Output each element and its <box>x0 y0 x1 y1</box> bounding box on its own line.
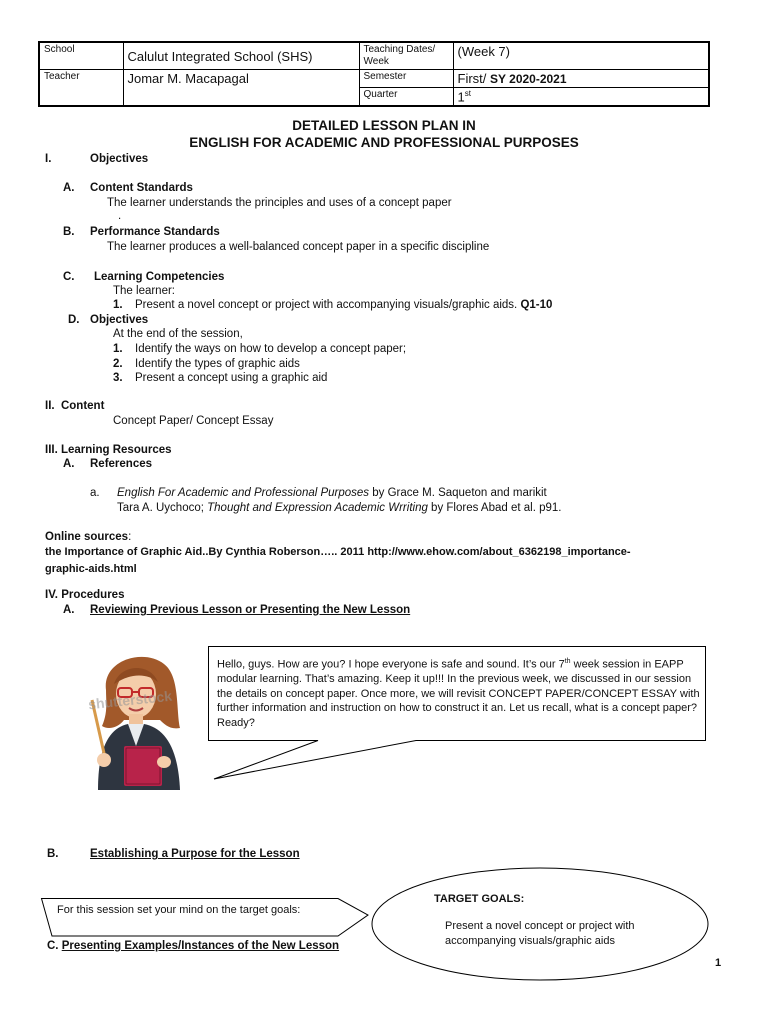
teaching-dates-label: Teaching Dates/ Week <box>359 42 453 70</box>
arrow-callout-frame <box>38 896 372 942</box>
speech-bubble-text: Hello, guys. How are you? I hope everyone is safe and sound. It’s our 7th week session in EAPP modular learning. That’s amazing. Keep it up!!! In the previous week, we discussed in our session the details on concept paper. Once more, we will revisit CONCEPT PAPER/CONCEPT ESSAY with further information and instruction on how to construct it an. Let us recall, what is a concept paper? Ready? <box>217 658 700 729</box>
objective-item-3: 3. Present a concept using a graphic aid <box>113 372 328 384</box>
reference-line-1: English For Academic and Professional Purposes by Grace M. Saqueton and marikit <box>117 487 547 499</box>
title-line-1: DETAILED LESSON PLAN IN <box>292 118 476 133</box>
procedures-b-num: B. <box>47 848 59 860</box>
teaching-dates-value: (Week 7) <box>453 42 709 70</box>
teacher-illustration <box>84 650 204 790</box>
quarter-value: 1st <box>453 88 709 107</box>
content-standards-dot: . <box>118 210 122 222</box>
semester-label: Semester <box>359 70 453 88</box>
school-value: Calulut Integrated School (SHS) <box>123 42 359 70</box>
objective-item-2: 2. Identify the types of graphic aids <box>113 358 300 370</box>
reference-letter: a. <box>90 487 100 499</box>
semester-value: First/ SY 2020-2021 <box>453 70 709 88</box>
teacher-label: Teacher <box>39 70 123 107</box>
objective-d-num: D. <box>68 314 80 326</box>
online-sources-heading: Online sources: <box>45 531 132 543</box>
presenting-examples-line: C. Presenting Examples/Instances of the New Lesson <box>47 940 340 952</box>
section-i-num: I. <box>45 153 52 165</box>
learning-competencies-intro: The learner: <box>113 285 176 297</box>
reference-line-2: Tara A. Uychoco; Thought and Expression Academic Wrriting by Flores Abad et al. p91. <box>117 502 562 514</box>
objectives-d-intro: At the end of the session, <box>113 328 243 340</box>
content-standards-heading: Content Standards <box>90 182 193 194</box>
references-heading: References <box>90 458 153 470</box>
quarter-label: Quarter <box>359 88 453 107</box>
title-line-2: ENGLISH FOR ACADEMIC AND PROFESSIONAL PURPOSES <box>189 135 579 150</box>
header-table <box>38 41 710 107</box>
resources-a-num: A. <box>63 458 75 470</box>
competency-item: 1. Present a novel concept or project with accompanying visuals/graphic aids. Q1-10 <box>113 299 553 311</box>
content-standards-text: The learner understands the principles and uses of a concept paper <box>107 197 452 209</box>
objective-item-1: 1. Identify the ways on how to develop a concept paper; <box>113 343 407 355</box>
performance-standards-text: The learner produces a well-balanced concept paper in a specific discipline <box>107 241 490 253</box>
school-label: School <box>39 42 123 70</box>
section-i-heading: Objectives <box>90 153 149 165</box>
section-iii-heading: III. Learning Resources <box>45 444 172 456</box>
section-iv-heading: IV. Procedures <box>45 589 125 601</box>
online-source-line-1: the Importance of Graphic Aid..By Cynthia Roberson….. 2011 http://www.ehow.com/about_6362198_importance- <box>45 546 631 558</box>
learning-competencies-heading: Learning Competencies <box>94 271 225 283</box>
establishing-purpose-heading: Establishing a Purpose for the Lesson <box>90 848 300 860</box>
section-ii-heading: II. Content <box>45 400 105 412</box>
arrow-callout-text: For this session set your mind on the target goals: <box>57 904 301 916</box>
objective-b-num: B. <box>63 226 75 238</box>
teacher-value: Jomar M. Macapagal <box>123 70 359 107</box>
objective-a-num: A. <box>63 182 75 194</box>
page-number: 1 <box>715 957 722 969</box>
procedures-a-num: A. <box>63 604 75 616</box>
target-goals-text: Present a novel concept or project with accompanying visuals/graphic aids <box>445 920 635 947</box>
shutterstock-watermark: shutterstock <box>87 687 173 713</box>
online-source-line-2: graphic-aids.html <box>45 563 137 575</box>
reviewing-lesson-heading: Reviewing Previous Lesson or Presenting the New Lesson <box>90 604 411 616</box>
objectives-d-heading: Objectives <box>90 314 149 326</box>
performance-standards-heading: Performance Standards <box>90 226 220 238</box>
objective-c-num: C. <box>63 271 75 283</box>
target-goals-heading: TARGET GOALS: <box>434 893 525 905</box>
content-text: Concept Paper/ Concept Essay <box>113 415 274 427</box>
